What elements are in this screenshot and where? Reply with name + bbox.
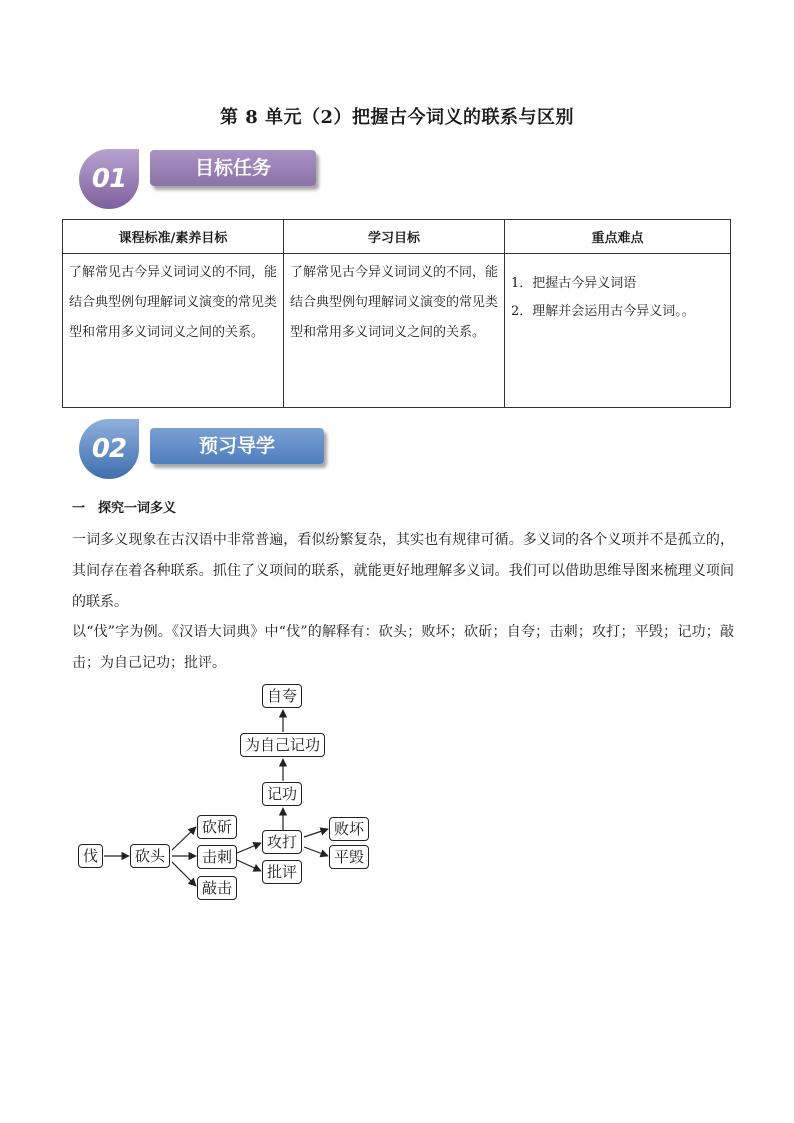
node-piping: 批评 — [262, 860, 302, 884]
section-title: 目标任务 — [194, 157, 271, 179]
table-row — [63, 254, 731, 408]
page-title: 第 8 单元（2）把握古今词义的联系与区别 — [219, 107, 575, 128]
arrow — [172, 827, 196, 850]
arrow — [304, 847, 328, 856]
arrow — [304, 829, 328, 837]
focus-list — [511, 270, 724, 326]
table-header: 学习目标 — [284, 220, 505, 254]
subheading: 一 探究一词多义 — [72, 501, 177, 516]
paragraph: 以“伐”字为例。《汉语大词典》中“伐”的解释有：砍头；败坏；砍斫；自夸；击刺；攻打；平毁；记功；敲击；为自己记功；批评。 — [72, 624, 734, 671]
section-badge-01 — [78, 148, 328, 210]
node-jici: 击刺 — [197, 845, 237, 869]
arrow — [172, 862, 196, 886]
node-kanzhuo: 砍斫 — [197, 815, 237, 839]
list-item: 1．把握古今异义词语 — [511, 276, 637, 291]
node-qiaoji: 敲击 — [197, 876, 237, 900]
node-jigong: 记功 — [262, 782, 302, 806]
section-number: 01 — [91, 164, 127, 194]
node-kantou: 砍头 — [130, 844, 170, 868]
arrow — [237, 843, 261, 853]
node-baihuai: 败坏 — [329, 817, 369, 841]
node-fa: 伐 — [78, 844, 103, 868]
goal-table — [62, 219, 731, 408]
table-header-row — [63, 220, 731, 254]
learning-goal-cell: 了解常见古今异义词词义的不同，能结合典型例句理解词义演变的常见类型和常用多义词词义之间的关系。 — [284, 254, 505, 408]
node-weiziji: 为自己记功 — [240, 733, 325, 757]
section-title-bar — [150, 150, 316, 186]
list-item: 2．理解并会运用古今异义词。。 — [511, 304, 695, 319]
section-title-bar — [150, 428, 324, 464]
node-gongda: 攻打 — [262, 830, 302, 854]
node-pinghui: 平毁 — [329, 845, 369, 869]
standard-cell: 了解常见古今异义词词义的不同，能结合典型例句理解词义演变的常见类型和常用多义词词义之间的关系。 — [63, 254, 284, 408]
focus-cell — [505, 254, 731, 408]
arrow — [237, 860, 261, 871]
node-zikua: 自夸 — [262, 684, 302, 708]
section-number: 02 — [91, 434, 127, 464]
paragraph: 一词多义现象在古汉语中非常普遍，看似纷繁复杂，其实也有规律可循。多义词的各个义项并不是孤立的，其间存在着各种联系。抓住了义项间的联系，就能更好地理解多义词。我们可以借助思维导图来梳理义项间的联系。 — [72, 532, 734, 610]
table-header: 重点难点 — [505, 220, 731, 254]
section-title: 预习导学 — [198, 435, 275, 457]
section-badge-02 — [78, 418, 328, 480]
table-header: 课程标准/素养目标 — [63, 220, 284, 254]
